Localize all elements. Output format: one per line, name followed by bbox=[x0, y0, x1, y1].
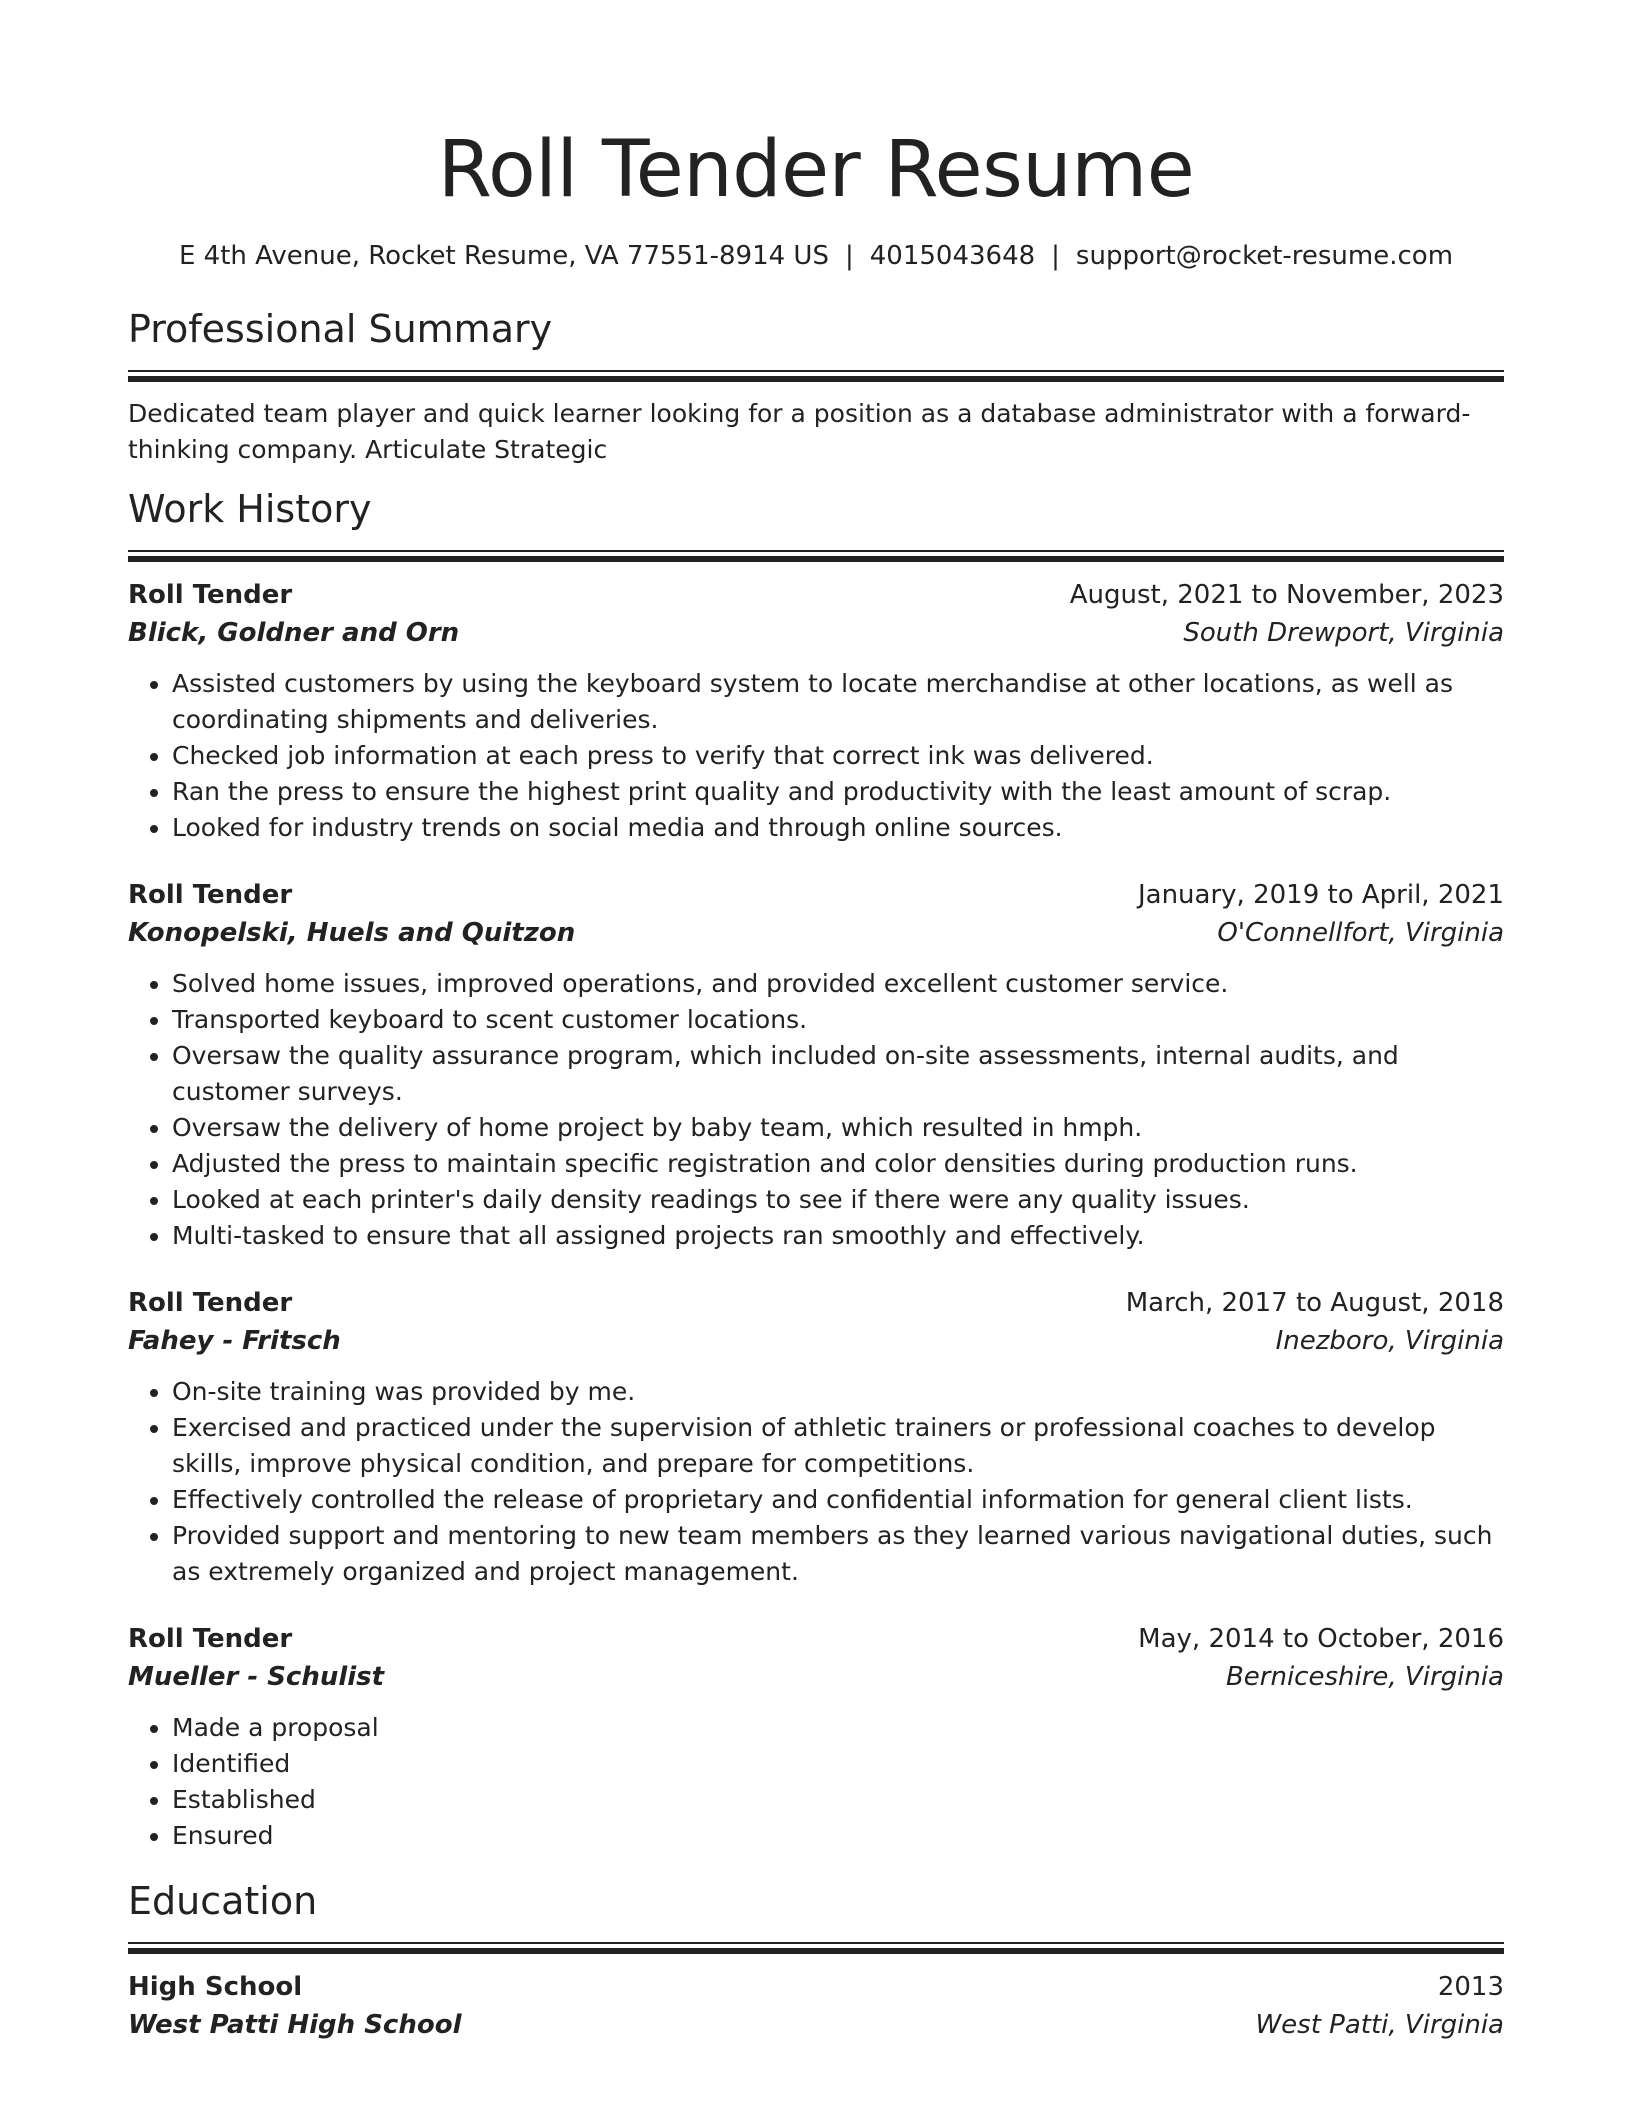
education-header-row bbox=[128, 1968, 1504, 2006]
job-bullet: • Multi-tasked to ensure that all assigned projects ran smoothly and effectively. bbox=[172, 1218, 1504, 1254]
job-bullet: • Checked job information at each press to verify that correct ink was delivered. bbox=[172, 738, 1504, 774]
education-location: West Patti, Virginia bbox=[1255, 2010, 1504, 2040]
job-header-row bbox=[128, 876, 1504, 914]
section-divider bbox=[128, 1942, 1504, 1954]
resume-title: Roll Tender Resume bbox=[437, 125, 1195, 215]
job-bullet-list bbox=[128, 666, 1504, 846]
section-divider bbox=[128, 550, 1504, 562]
job-dates: May, 2014 to October, 2016 bbox=[1138, 1624, 1504, 1654]
job-bullet: • Looked for industry trends on social media and through online sources. bbox=[172, 810, 1504, 846]
job-header-row bbox=[128, 576, 1504, 614]
job-bullet: • Transported keyboard to scent customer locations. bbox=[172, 1002, 1504, 1038]
job-title: Roll Tender bbox=[128, 880, 293, 910]
section-divider bbox=[128, 370, 1504, 382]
job-bullet: • Identified bbox=[172, 1746, 1504, 1782]
contact-email: support@rocket-resume.com bbox=[1075, 241, 1454, 271]
section-title-work-history: Work History bbox=[128, 487, 372, 531]
contact-separator: | bbox=[844, 241, 854, 271]
job-company-row bbox=[128, 614, 1504, 652]
job-entry bbox=[128, 876, 1504, 1254]
job-bullet: • On-site training was provided by me. bbox=[172, 1374, 1504, 1410]
education-school-row bbox=[128, 2006, 1504, 2044]
summary-text: Dedicated team player and quick learner looking for a position as a database administrator with a forward-thinking company. Articulate Strategic bbox=[128, 399, 1471, 464]
work-history-section bbox=[128, 484, 1504, 1854]
job-bullet: • Ensured bbox=[172, 1818, 1504, 1854]
job-bullet-list bbox=[128, 1374, 1504, 1590]
job-location: O'Connellfort, Virginia bbox=[1217, 918, 1504, 948]
job-title: Roll Tender bbox=[128, 1288, 293, 1318]
job-bullet: • Oversaw the quality assurance program, which included on-site assessments, internal audits, and customer surveys. bbox=[172, 1038, 1504, 1110]
education-school: West Patti High School bbox=[128, 2010, 462, 2040]
job-bullet: • Assisted customers by using the keyboard system to locate merchandise at other locations, as well as coordinating shipments and deliveries. bbox=[172, 666, 1504, 738]
education-entry bbox=[128, 1968, 1504, 2044]
section-title-education: Education bbox=[128, 1879, 318, 1923]
job-bullet: • Ran the press to ensure the highest print quality and productivity with the least amount of scrap. bbox=[172, 774, 1504, 810]
contact-separator: | bbox=[1051, 241, 1060, 271]
job-bullet: • Solved home issues, improved operations, and provided excellent customer service. bbox=[172, 966, 1504, 1002]
job-header-row bbox=[128, 1284, 1504, 1322]
job-location: Berniceshire, Virginia bbox=[1225, 1662, 1504, 1692]
job-entry bbox=[128, 576, 1504, 846]
job-title: Roll Tender bbox=[128, 580, 293, 610]
job-bullet: • Looked at each printer's daily density readings to see if there were any quality issues. bbox=[172, 1182, 1504, 1218]
job-bullet-list bbox=[128, 966, 1504, 1254]
contact-phone: 4015043648 bbox=[869, 241, 1036, 271]
job-bullet: • Oversaw the delivery of home project by baby team, which resulted in hmph. bbox=[172, 1110, 1504, 1146]
job-bullet: • Provided support and mentoring to new team members as they learned various navigational duties, such as extremely organized and project management. bbox=[172, 1518, 1504, 1590]
contact-address: E 4th Avenue, Rocket Resume, VA 77551-8914 US bbox=[178, 241, 829, 271]
job-dates: August, 2021 to November, 2023 bbox=[1069, 580, 1504, 610]
job-company: Konopelski, Huels and Quitzon bbox=[128, 918, 576, 948]
section-title-summary: Professional Summary bbox=[128, 307, 553, 351]
job-bullet: • Effectively controlled the release of proprietary and confidential information for general client lists. bbox=[172, 1482, 1504, 1518]
job-location: Inezboro, Virginia bbox=[1275, 1326, 1504, 1356]
job-bullet: • Exercised and practiced under the supervision of athletic trainers or professional coaches to develop skills, improve physical condition, and prepare for competitions. bbox=[172, 1410, 1504, 1482]
job-dates: March, 2017 to August, 2018 bbox=[1125, 1288, 1504, 1318]
job-company: Mueller - Schulist bbox=[128, 1662, 385, 1692]
job-header-row bbox=[128, 1620, 1504, 1658]
education-section bbox=[128, 1876, 1504, 2044]
job-dates: January, 2019 to April, 2021 bbox=[1137, 880, 1504, 910]
job-bullet: • Established bbox=[172, 1782, 1504, 1818]
job-bullet: • Adjusted the press to maintain specific registration and color densities during production runs. bbox=[172, 1146, 1504, 1182]
job-company: Fahey - Fritsch bbox=[128, 1326, 341, 1356]
contact-line bbox=[128, 238, 1504, 274]
summary-section bbox=[128, 304, 1504, 468]
job-title: Roll Tender bbox=[128, 1624, 293, 1654]
resume-page bbox=[128, 0, 1504, 2044]
job-entry bbox=[128, 1620, 1504, 1854]
job-location: South Drewport, Virginia bbox=[1183, 618, 1504, 648]
job-bullet: • Made a proposal bbox=[172, 1710, 1504, 1746]
education-degree: High School bbox=[128, 1972, 303, 2002]
job-company-row bbox=[128, 1322, 1504, 1360]
job-company-row bbox=[128, 914, 1504, 952]
job-entry bbox=[128, 1284, 1504, 1590]
job-company: Blick, Goldner and Orn bbox=[128, 618, 460, 648]
job-company-row bbox=[128, 1658, 1504, 1696]
job-bullet-list bbox=[128, 1710, 1504, 1854]
education-year: 2013 bbox=[1437, 1972, 1504, 2002]
